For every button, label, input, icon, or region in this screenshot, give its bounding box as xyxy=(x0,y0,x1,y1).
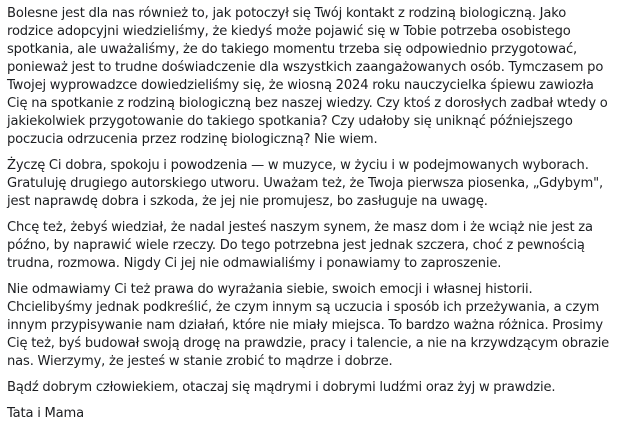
paragraph-right-to-self-expression: Nie odmawiamy Ci też prawa do wyrażania siebie, swoich emocji i własnej historii. Chcielibyśmy jednak podkreślić, że czym innym są uczucia i sposób ich przeżywania, a czym innym przypisywanie nam działań, które nie miały miejsca. To bardzo ważna różnica. Prosimy Cię też, byś budował swoją drogę na prawdzie, pracy i talencie, a nie na krzywdzącym obrazie nas. Wierzymy, że jesteś w stanie zrobić to mądrze i dobrze. xyxy=(7,282,610,369)
signature: Tata i Mama xyxy=(7,406,85,421)
paragraph-still-our-son: Chcę też, żebyś wiedział, że nadal jesteś naszym synem, że masz dom i że wciąż nie jest za późno, by naprawić wiele rzeczy. Do tego potrzebna jest jednak szczera, choć z pewnością trudna, rozmowa. Nigdy Ci jej nie odmawialiśmy i ponawiamy to zaproszenie. xyxy=(7,220,593,271)
paragraph-contact-with-biological-family: Bolesne jest dla nas również to, jak potoczył się Twój kontakt z rodziną biologiczną. Jako rodzice adopcyjni wiedzieliśmy, że kiedyś może pojawić się w Tobie potrzeba osobistego spotkania, ale uważaliśmy, że do takiego momentu trzeba się odpowiednio przygotować, ponieważ jest to trudne doświadczenie dla wszystkich zaangażowanych osób. Tymczasem po Twojej wyprowadzce dowiedzieliśmy się, że wiosną 2024 roku nauczycielka śpiewu zawiozła Cię na spotkanie z rodziną biologiczną bez naszej wiedzy. Czy ktoś z dorosłych zadbał wtedy o jakiekolwiek przygotowanie do takiego spotkania? Czy udałoby się uniknąć późniejszego poczucia odrzucenia przez rodzinę biologiczną? Nie wiem. xyxy=(7,6,608,147)
paragraph-be-a-good-person: Bądź dobrym człowiekiem, otaczaj się mądrymi i dobrymi ludźmi oraz żyj w prawdzie. xyxy=(7,380,556,395)
paragraph-wishes-and-congratulations: Życzę Ci dobra, spokoju i powodzenia — w muzyce, w życiu i w podejmowanych wyborach. Gratuluję drugiego autorskiego utworu. Uważam też, że Twoja pierwsza piosenka, „Gdybym", jest naprawdę dobra i szkoda, że jej nie promujesz, bo zasługuje na uwagę. xyxy=(7,158,603,209)
